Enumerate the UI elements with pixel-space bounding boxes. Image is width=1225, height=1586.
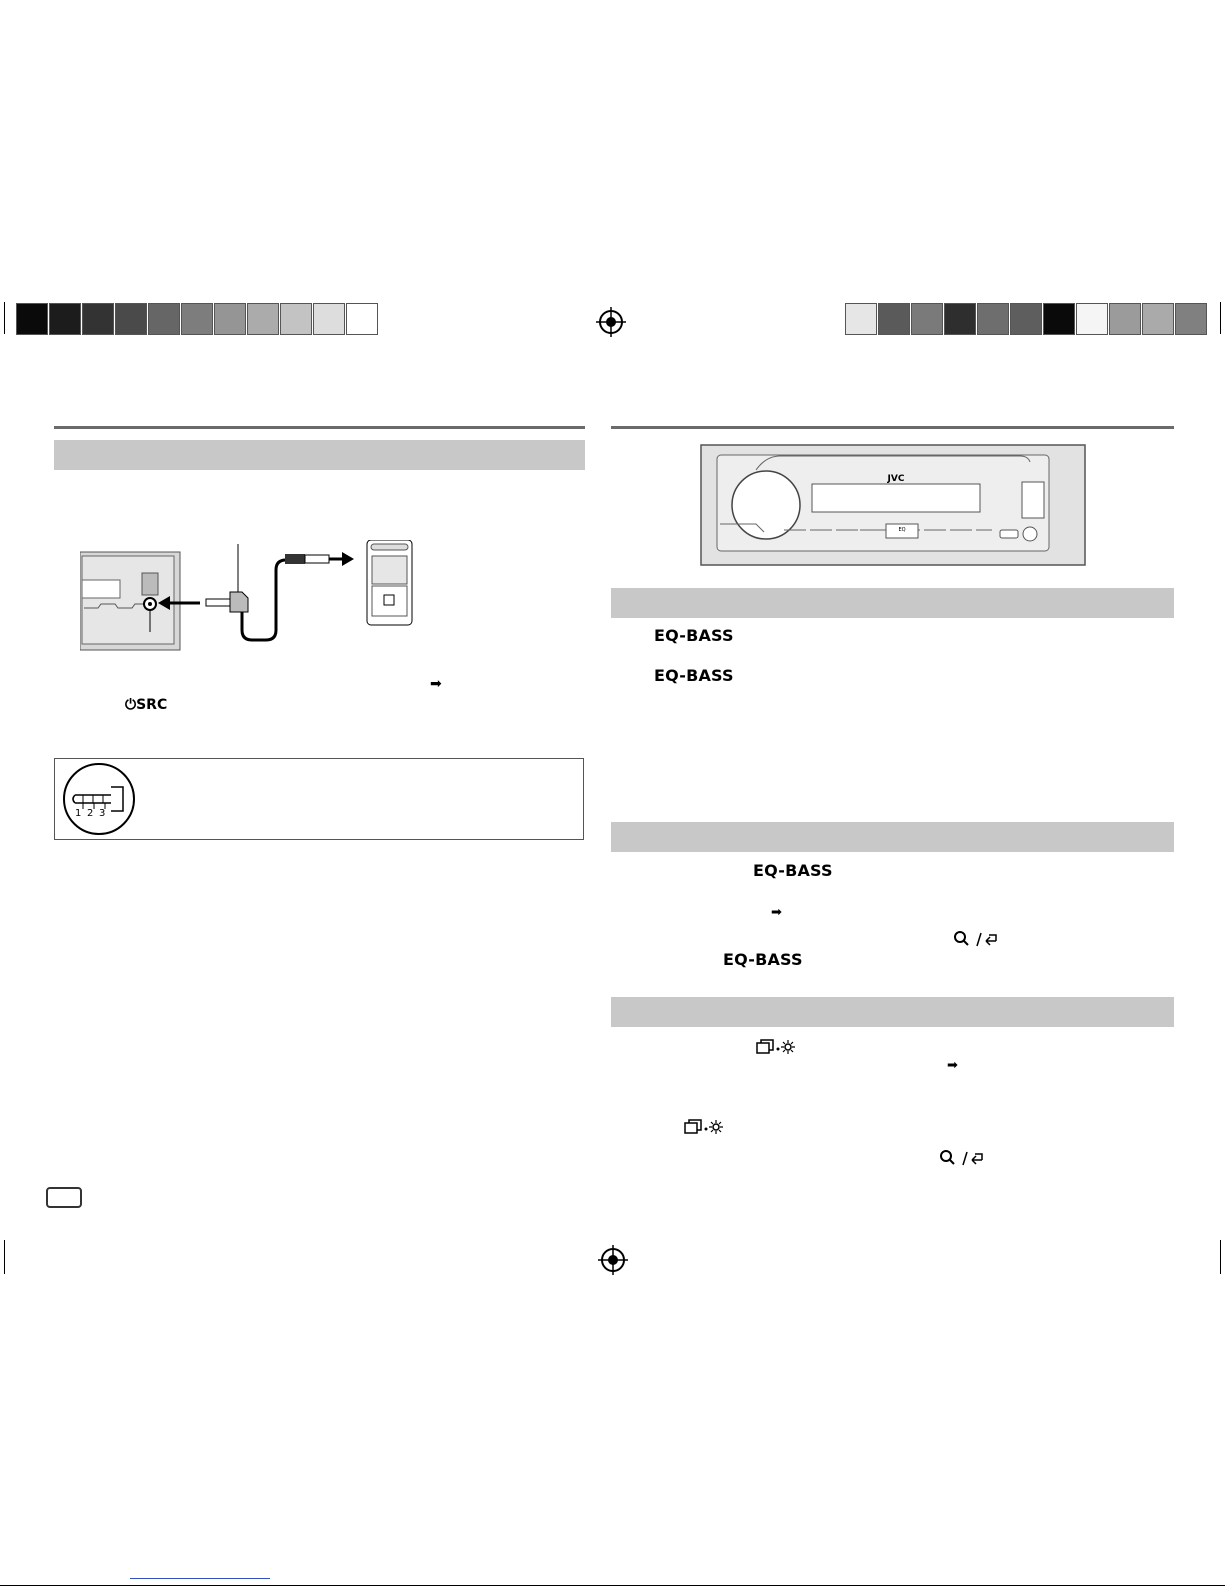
color-swatch	[911, 303, 943, 335]
right-section-bar-1	[611, 588, 1174, 618]
color-swatch	[181, 303, 213, 335]
color-swatch	[82, 303, 114, 335]
color-swatch	[214, 303, 246, 335]
arrow-right-icon: ➡	[430, 676, 442, 692]
crop-mark	[4, 1240, 5, 1274]
src-button-label: ⏻SRC	[125, 697, 168, 713]
eq-bass-label: EQ-BASS	[723, 950, 803, 969]
right-section-bar-3	[611, 997, 1174, 1027]
color-swatch	[148, 303, 180, 335]
color-swatch	[346, 303, 378, 335]
left-color-bar	[16, 303, 379, 335]
crop-mark	[1220, 302, 1221, 334]
display-brightness-icon	[755, 1038, 797, 1056]
color-swatch	[1175, 303, 1207, 335]
jack-pin-number: 2	[87, 808, 94, 819]
color-swatch	[845, 303, 877, 335]
eq-bass-label: EQ-BASS	[654, 626, 734, 645]
arrow-right-icon: ➡	[771, 905, 782, 920]
display-brightness-icon	[683, 1118, 725, 1136]
unit-eq-key: EQ	[898, 527, 906, 533]
color-swatch	[1142, 303, 1174, 335]
arrow-right-icon: ➡	[947, 1058, 958, 1073]
registration-mark-top	[596, 307, 626, 337]
power-icon: ⏻	[125, 697, 137, 713]
color-swatch	[977, 303, 1009, 335]
color-swatch	[1010, 303, 1042, 335]
head-unit-illustration	[700, 444, 1086, 566]
unit-brand: JVC	[887, 474, 905, 484]
page-number-box	[46, 1187, 82, 1208]
color-swatch	[247, 303, 279, 335]
eq-bass-label: EQ-BASS	[654, 666, 734, 685]
aux-connection-illustration	[80, 540, 440, 660]
color-swatch	[115, 303, 147, 335]
crop-mark	[4, 302, 5, 334]
left-header-rule	[54, 426, 585, 429]
crop-mark	[1220, 1240, 1221, 1274]
color-swatch	[49, 303, 81, 335]
right-header-rule	[611, 426, 1174, 429]
note-box	[54, 758, 584, 840]
registration-mark-bottom	[598, 1245, 628, 1275]
stereo-plug-icon	[61, 761, 137, 837]
color-swatch	[313, 303, 345, 335]
color-swatch	[1109, 303, 1141, 335]
left-section-bar	[54, 440, 585, 470]
footer-link-underline	[130, 1578, 270, 1579]
color-swatch	[1076, 303, 1108, 335]
right-section-bar-2	[611, 822, 1174, 852]
search-back-icon	[953, 930, 999, 948]
color-swatch	[878, 303, 910, 335]
jack-pin-number: 3	[99, 808, 106, 819]
search-back-icon	[939, 1149, 985, 1167]
eq-bass-label: EQ-BASS	[753, 861, 833, 880]
right-color-bar	[845, 303, 1208, 335]
jack-pin-number: 1	[75, 808, 82, 819]
color-swatch	[280, 303, 312, 335]
color-swatch	[944, 303, 976, 335]
color-swatch	[1043, 303, 1075, 335]
color-swatch	[16, 303, 48, 335]
